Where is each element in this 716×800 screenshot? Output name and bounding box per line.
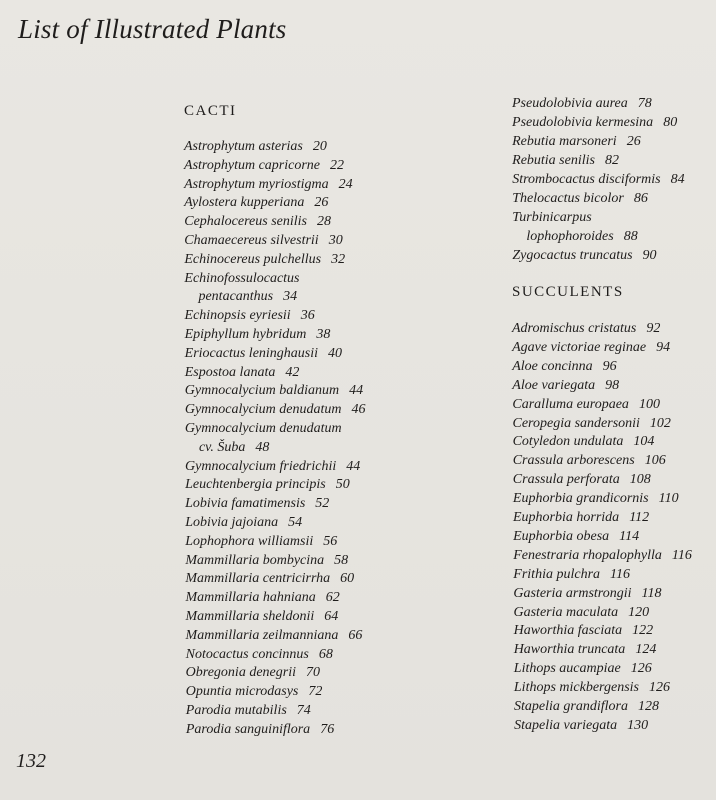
plant-page-number: 28 [316,214,331,230]
plant-page-number: 44 [349,383,364,399]
plant-name: Lophophora williamsii [185,533,314,549]
plant-entry [514,717,648,735]
plant-page-number: 126 [630,661,652,677]
plant-entry [185,458,360,476]
plant-name: Thelocactus bicolor [512,191,624,206]
plant-name: Espostoa lanata [184,364,276,380]
plant-name: Stapelia grandiflora [514,699,628,714]
plant-entry [185,420,342,438]
plant-name: lophophoroides [526,229,614,244]
plant-name: Zygocactus truncatus [512,248,633,263]
plant-page-number: 24 [338,176,353,192]
plant-page-number: 122 [632,623,654,639]
plant-name: Crassula perforata [512,472,620,488]
plant-page-number: 110 [658,491,679,507]
plant-entry [514,641,657,659]
plant-entry [186,664,320,682]
plant-page-number: 104 [633,434,655,450]
plant-page-number: 108 [629,472,651,488]
plant-name: cv. Šuba [198,439,246,455]
plant-name: Lobivia jajoiana [185,515,279,530]
plant-entry [185,552,348,570]
plant-page-number: 72 [308,684,323,700]
plant-entry [512,171,684,189]
plant-entry [513,471,651,489]
plant-entry [185,326,331,344]
plant-entry [512,152,619,170]
plant-page-number: 94 [656,339,671,355]
plant-name: Mammillaria hahniana [185,590,316,606]
plant-name: Pseudolobivia kermesina [512,115,654,130]
plant-entry [512,133,641,151]
plant-entry [512,114,677,132]
plant-name: Gasteria maculata [513,604,619,620]
plant-page-number: 46 [351,402,366,418]
plant-page-number: 26 [314,195,329,211]
plant-entry [512,396,660,414]
plant-entry [184,251,345,269]
plant-name: Rebutia marsoneri [512,134,617,149]
plant-name: pentacanthus [198,289,274,305]
plant-name: Rebutia senilis [512,153,595,168]
plant-name: Lobivia famatimensis [185,496,306,512]
plant-entry [185,401,366,419]
plant-entry [186,721,334,739]
plant-page-number: 116 [610,566,630,582]
plant-entry [198,288,297,306]
plant-entry [512,190,648,208]
plant-page-number: 56 [323,533,338,549]
plant-page-number: 50 [335,477,350,493]
plant-name: Gymnocalycium denudatum [184,421,342,436]
plant-entry [514,604,650,622]
plant-name: Mammillaria sheldonii [185,609,315,624]
plant-name: Haworthia truncata [513,642,626,658]
plant-entry [185,345,342,363]
plant-page-number: 92 [646,321,661,336]
plant-entry [186,646,333,664]
page-title: List of Illustrated Plants [18,14,287,44]
plant-page-number: 130 [627,717,649,733]
plant-entry [185,307,315,325]
plant-page-number: 26 [626,134,641,149]
plant-page-number: 76 [320,721,335,737]
plant-entry [512,339,670,357]
plant-page-number: 54 [288,515,303,530]
plant-page-number: 120 [628,604,650,620]
plant-page-number: 66 [348,627,363,643]
plant-name: Astrophytum myriostigma [184,176,329,192]
plant-page-number: 40 [328,345,343,361]
plant-name: Caralluma europaea [512,396,629,412]
plant-page-number: 32 [331,251,346,267]
plant-page-number: 80 [663,115,678,130]
plant-page-number: 34 [283,289,298,305]
plant-entry [184,157,344,175]
plant-page-number: 42 [285,364,300,380]
plant-entry [512,358,616,376]
plant-name: Adromischus cristatus [512,321,637,336]
plant-name: Aloe variegata [512,377,596,393]
plant-page-number: 44 [346,458,361,474]
plant-entry [512,209,591,227]
plant-page-number: 86 [633,191,648,206]
plant-entry [514,679,670,697]
plant-entry [513,528,639,546]
plant-entry [513,547,692,565]
plant-entry [185,589,339,607]
plant-page-number: 88 [623,229,638,244]
plant-entry [514,660,652,678]
plant-page-number: 78 [637,96,652,111]
plant-page-number: 96 [602,358,617,374]
succulents-heading: SUCCULENTS [512,284,624,300]
plant-entry [185,364,300,382]
plant-entry [186,702,311,720]
plant-page-number: 68 [318,646,333,662]
plant-entry [512,320,660,338]
plant-name: Chamaecereus silvestrii [184,233,319,248]
plant-page-number: 118 [641,585,662,601]
plant-page-number: 116 [671,547,692,563]
plant-page-number: 112 [629,510,650,525]
plant-name: Euphorbia obesa [513,528,610,544]
plant-page-number: 30 [328,233,343,248]
plant-page-number: 22 [330,157,345,173]
plant-name: Mammillaria centricirrha [185,571,331,587]
plant-entry [513,452,666,470]
plant-name: Frithia pulchra [513,566,601,582]
plant-page-number: 82 [604,153,619,168]
plant-name: Epiphyllum hybridum [184,327,307,342]
plant-page-number: 124 [635,642,657,658]
plant-entry [185,495,329,513]
plant-name: Astrophytum capricorne [184,157,321,173]
plant-name: Echinopsis eyriesii [184,308,291,324]
plant-name: Haworthia fasciata [513,623,623,639]
plant-name: Opuntia microdasys [185,684,299,700]
plant-entry [184,194,328,212]
plant-entry [513,415,671,433]
plant-entry [512,247,656,265]
plant-name: Agave victoriae reginae [512,339,647,355]
plant-page-number: 98 [605,377,620,393]
plant-name: Stapelia variegata [514,717,618,733]
plant-entry [199,439,269,457]
plant-name: Gasteria armstrongii [513,585,632,601]
plant-page-number: 60 [340,571,355,587]
plant-entry [513,566,630,584]
plant-entry [514,622,654,640]
plant-name: Fenestraria rhopalophylla [513,547,662,563]
plant-name: Aylostera kupperiana [184,195,305,211]
plant-name: Ceropegia sandersonii [512,415,640,431]
page-number: 132 [16,750,46,772]
plant-name: Echinocereus pulchellus [184,251,322,267]
plant-entry [512,377,619,395]
plant-entry [185,570,354,588]
plant-page-number: 102 [649,415,671,431]
plant-name: Turbinicarpus [512,210,592,225]
plant-page-number: 84 [670,172,685,187]
plant-page-number: 90 [642,248,657,263]
plant-page-number: 128 [637,699,659,714]
plant-page-number: 36 [300,308,315,324]
plant-name: Mammillaria zeilmanniana [185,627,339,643]
plant-page-number: 74 [296,703,311,718]
plant-entry [513,585,661,603]
plant-name: Parodia mutabilis [185,703,287,718]
plant-entry [186,683,323,701]
plant-name: Leuchtenbergia principis [185,477,326,493]
plant-page-number: 70 [305,665,320,681]
plant-entry [186,627,363,645]
plant-name: Strombocactus disciformis [512,172,661,187]
plant-entry [184,270,299,288]
plant-entry [184,138,327,156]
plant-name: Lithops mickbergensis [513,680,639,696]
plant-page-number: 100 [638,396,660,412]
plant-name: Cotyledon undulata [512,434,624,450]
plant-name: Astrophytum asterias [184,139,303,154]
plant-entry [513,490,679,508]
plant-page-number: 114 [619,528,640,544]
plant-name: Gymnocalycium baldianum [184,383,340,399]
plant-page-number: 62 [325,590,340,606]
plant-page-number: 106 [644,453,666,469]
plant-entry [184,176,353,194]
plant-entry [184,232,342,250]
plant-name: Notocactus concinnus [185,646,309,662]
plant-name: Pseudolobivia aurea [512,96,628,111]
plant-entry [186,608,339,626]
plant-page-number: 48 [255,439,270,455]
plant-entry [512,95,652,113]
plant-name: Crassula arborescens [512,453,635,469]
plant-entry [185,533,337,551]
plant-page-number: 64 [324,609,339,624]
plant-page-number: 58 [334,552,349,568]
plant-page-number: 20 [312,139,327,154]
plant-entry [513,433,655,451]
plant-name: Cephalocereus senilis [184,214,307,230]
plant-entry [513,509,649,527]
plant-name: Obregonia denegrii [185,665,296,681]
plant-name: Euphorbia horrida [513,510,620,525]
plant-page-number: 52 [315,496,330,512]
plant-entry [185,382,363,400]
plant-entry [185,514,302,532]
plant-name: Lithops aucampiae [513,661,621,677]
plant-page-number: 38 [316,327,331,342]
plant-page-number: 126 [648,680,670,696]
plant-name: Parodia sanguiniflora [185,721,311,737]
plant-name: Echinofossulocactus [184,270,300,286]
cacti-heading: CACTI [184,103,237,119]
plant-name: Aloe concinna [512,358,593,374]
plant-name: Gymnocalycium denudatum [184,402,342,418]
plant-name: Mammillaria bombycina [185,552,325,568]
plant-name: Euphorbia grandicornis [512,491,649,507]
plant-entry [185,476,350,494]
plant-name: Eriocactus leninghausii [184,345,319,361]
plant-name: Gymnocalycium friedrichii [185,458,337,474]
plant-entry [514,698,659,716]
plant-entry [526,228,637,246]
plant-entry [184,213,331,231]
